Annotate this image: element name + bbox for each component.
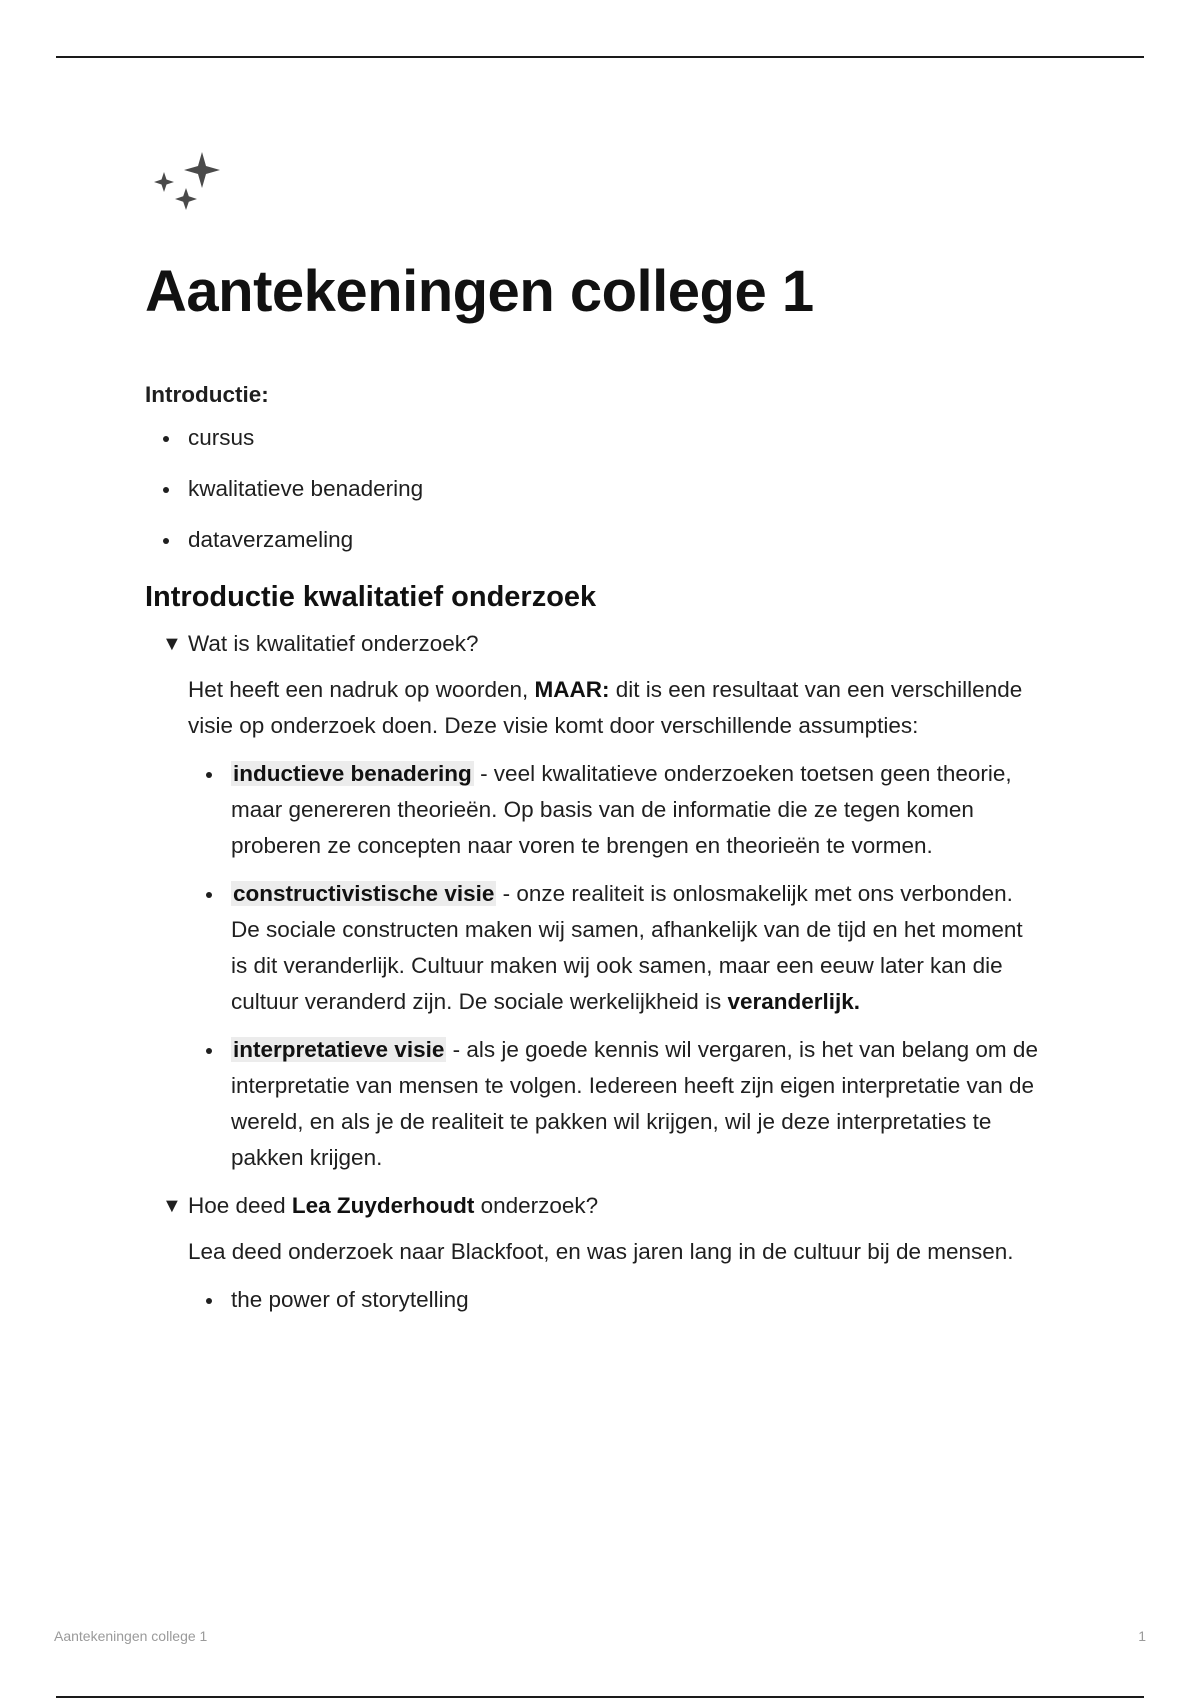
footer-page-number: 1 [1138,1628,1146,1644]
page-title: Aantekeningen college 1 [145,259,814,324]
toggle-arrow-icon[interactable]: ▼ [162,633,182,655]
footer-doc-title: Aantekeningen college 1 [54,1628,208,1644]
list-item: the power of storytelling [188,1282,1045,1318]
toggle-arrow-icon[interactable]: ▼ [162,1195,182,1217]
intro-label: Introductie: [145,382,269,407]
toggle-summary-bold: Lea Zuyderhoudt [291,1193,475,1218]
sparkles-icon [150,150,230,230]
list-item: dataverzameling [145,522,1045,558]
toggle-block-lea [145,1188,1045,1318]
toggle-summary-text: Hoe deed [188,1193,292,1218]
bold-text: veranderlijk. [727,989,861,1014]
toggle-summary-text: onderzoek? [474,1193,599,1218]
highlighted-term: inductieve benadering [233,761,472,786]
paragraph-text: Het heeft een nadruk op woorden, [188,677,535,702]
list-item [188,1032,1045,1176]
assumptions-list [188,756,1045,1176]
list-item: kwalitatieve benadering [145,471,1045,507]
toggle-summary-text: Wat is kwalitatief onderzoek? [188,631,479,656]
list-item [188,876,1045,1020]
list-item-text: - veel kwalitatieve onderzoeken toetsen geen theorie, maar genereren theorieën. Op basis van de informatie die ze tegen komen proberen ze concepten naar voren te brengen en theorieën te vormen. [231,761,1012,858]
list-item [188,756,1045,864]
toggle-block-what-is [145,626,1045,1176]
paragraph: Lea deed onderzoek naar Blackfoot, en was jaren lang in de cultuur bij de mensen. [188,1239,1014,1264]
lea-list [188,1282,1045,1318]
list-item: cursus [145,420,1045,456]
paragraph [188,672,1045,744]
page-body [145,380,1045,1330]
section-heading: Introductie kwalitatief onderzoek [145,581,597,613]
list-item-text: - onze realiteit is onlosmakelijk met ons verbonden. De sociale constructen maken wij samen, afhankelijk van de tijd en het moment is dit veranderlijk. Cultuur maken wij ook samen, maar een eeuw later kan die cultuur veranderd zijn. De sociale werkelijkheid is [231,881,1023,1014]
bottom-divider [56,1696,1144,1698]
highlighted-term: constructivistische visie [233,881,495,906]
paragraph-bold: MAAR: [534,677,610,702]
intro-list [145,420,1045,558]
toggle-summary[interactable] [145,626,1045,662]
highlighted-term: interpretatieve visie [233,1037,445,1062]
toggle-content [145,672,1045,1176]
paragraph-text: dit is een resultaat van een verschillende visie op onderzoek doen. Deze visie komt door verschillende assumpties: [188,677,1023,738]
toggle-summary[interactable] [145,1188,1045,1224]
list-item-text: - als je goede kennis wil vergaren, is het van belang om de interpretatie van mensen te volgen. Iedereen heeft zijn eigen interpretatie van de wereld, en als je de realiteit te pakken wil krijgen, wil je deze interpretaties te pakken krijgen. [231,1037,1038,1170]
toggle-content [145,1234,1045,1318]
top-divider [56,56,1144,58]
